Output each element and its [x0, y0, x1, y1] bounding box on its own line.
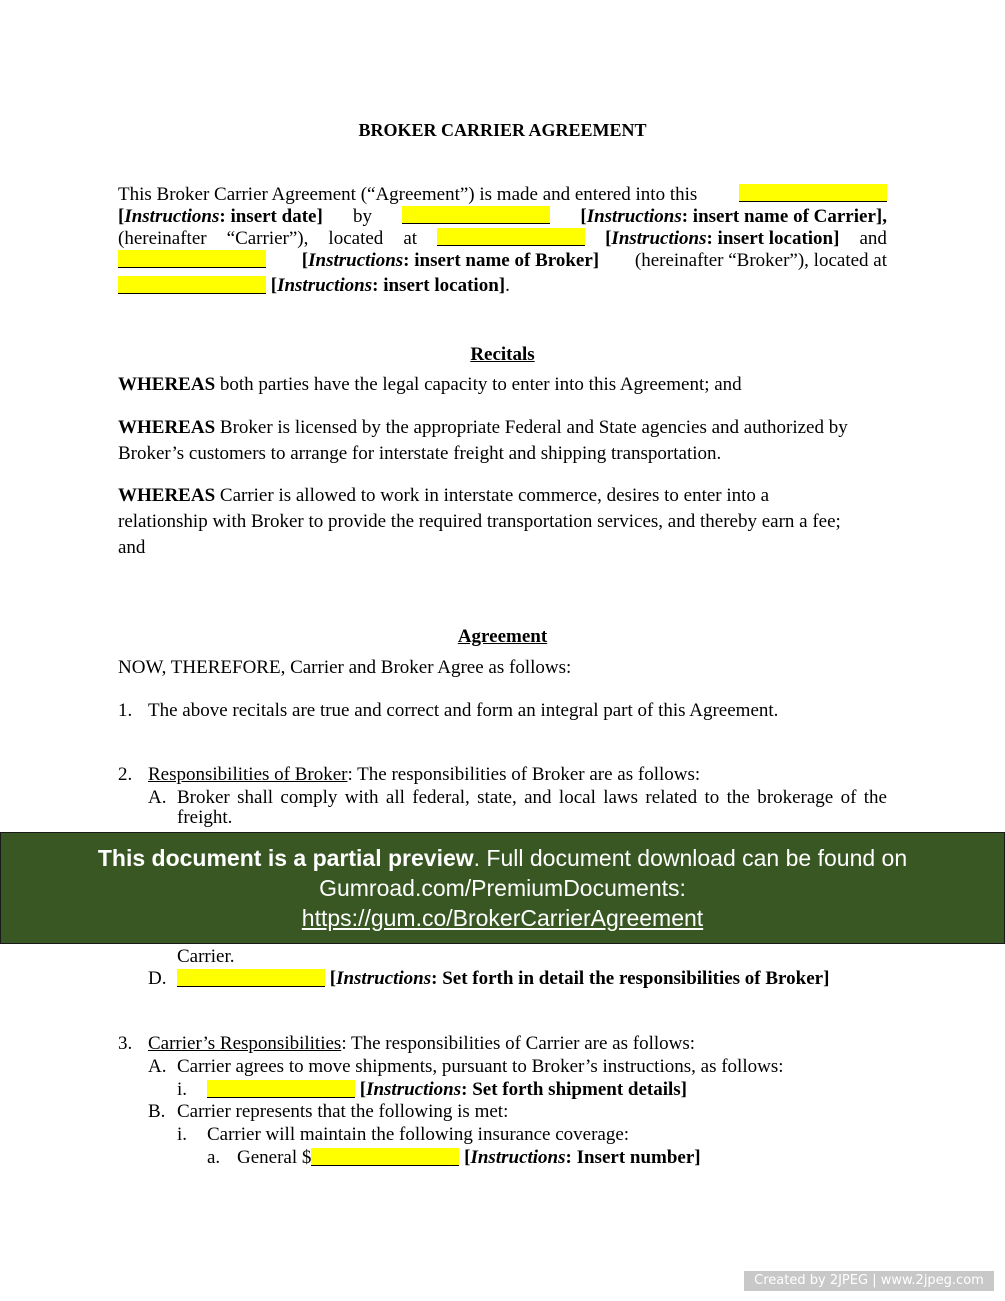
- banner-line-2: Gumroad.com/PremiumDocuments:: [319, 875, 686, 901]
- heading-text: Recitals: [470, 344, 535, 365]
- broker-name-blank[interactable]: [118, 250, 266, 268]
- text: both parties have the legal capacity to enter into this Agreement; and: [219, 374, 742, 395]
- broker-location-blank[interactable]: [118, 276, 266, 294]
- insurance-amount-blank[interactable]: [311, 1148, 459, 1166]
- item-3ai: [Instructions: Set forth shipment details]: [207, 1079, 687, 1101]
- whereas-label: WHEREAS: [118, 417, 216, 438]
- recital-3-line-3: and: [118, 537, 146, 558]
- item-3ai-number: i.: [177, 1079, 188, 1100]
- section-1-text: The above recitals are true and correct and form an integral part of this Agreement.: [148, 700, 779, 721]
- text: located: [328, 228, 384, 249]
- item-3a-number: A.: [148, 1056, 167, 1077]
- recital-2-line-2: Broker’s customers to arrange for interstate freight and shipping transportation.: [118, 443, 722, 464]
- recital-2: [118, 417, 848, 439]
- section-3-heading: [148, 1033, 695, 1055]
- item-2c-text-line-2: Carrier.: [177, 946, 235, 967]
- instructions-label: Instructions: [277, 275, 373, 296]
- intro-line-2: [Instructions: insert date] by [Instructions: insert name of Carrier],: [118, 206, 887, 227]
- instructions-label: Instructions: [586, 206, 682, 227]
- watermark: Created by 2JPEG | www.2jpeg.com: [744, 1271, 994, 1291]
- recital-1: [118, 374, 742, 396]
- item-3bi-number: i.: [177, 1124, 188, 1145]
- instruction-carrier: : insert name of Carrier],: [681, 206, 887, 227]
- section-title: Responsibilities of Broker: [148, 764, 348, 785]
- preview-banner: [0, 832, 1005, 944]
- text: at: [403, 228, 418, 249]
- heading-text: Agreement: [457, 626, 548, 647]
- whereas-label: WHEREAS: [118, 485, 216, 506]
- intro-text: This Broker Carrier Agreement (“Agreement”) is made and entered into this: [118, 184, 698, 205]
- instructions-label: Instructions: [124, 206, 220, 227]
- text: Carrier is allowed to work in interstate commerce, desires to enter into a: [219, 485, 770, 506]
- intro-paragraph: [118, 184, 887, 272]
- agreement-intro: NOW, THEREFORE, Carrier and Broker Agree as follows:: [118, 657, 572, 678]
- recital-3-line-2: relationship with Broker to provide the required transportation services, and thereby earn a fee;: [118, 511, 841, 532]
- instruction-text: : Set forth in detail the responsibilities of Broker]: [431, 968, 830, 989]
- banner-line-1: [1, 843, 1004, 873]
- instructions-label: Instructions: [336, 968, 432, 989]
- carrier-location-blank[interactable]: [437, 228, 585, 246]
- instruction-location: : insert location]: [706, 228, 840, 249]
- whereas-label: WHEREAS: [118, 374, 216, 395]
- item-3a-text: Carrier agrees to move shipments, pursuant to Broker’s instructions, as follows:: [177, 1056, 784, 1077]
- agreement-heading: [0, 626, 1005, 648]
- download-link[interactable]: https://gum.co/BrokerCarrierAgreement: [301, 905, 704, 931]
- document-title: BROKER CARRIER AGREEMENT: [358, 120, 647, 140]
- text: : The responsibilities of Broker are as follows:: [347, 764, 701, 785]
- instructions-label: Instructions: [366, 1079, 462, 1100]
- section-1-number: 1.: [118, 700, 133, 721]
- broker-responsibilities-blank[interactable]: [177, 969, 325, 987]
- section-title: Carrier’s Responsibilities: [148, 1033, 342, 1054]
- banner-text: . Full document download can be found on: [473, 845, 908, 871]
- intro-line-1: [118, 184, 887, 206]
- text: (hereinafter: [118, 228, 207, 249]
- text: “Carrier”),: [226, 228, 309, 249]
- text: (hereinafter “Broker”), located at: [634, 250, 887, 271]
- recital-3: [118, 485, 769, 507]
- instructions-label: Instructions: [470, 1147, 566, 1168]
- instructions-label: Instructions: [611, 228, 707, 249]
- item-2a-number: A.: [148, 787, 167, 808]
- text: .: [505, 275, 510, 296]
- intro-line-5: [Instructions: insert location].: [118, 275, 510, 297]
- section-2-number: 2.: [118, 764, 133, 785]
- banner-bold-text: This document is a partial preview: [97, 845, 474, 871]
- item-3bia: General $ [Instructions: Insert number]: [237, 1147, 701, 1168]
- section-2-heading: [148, 764, 700, 786]
- item-3bi-text: Carrier will maintain the following insurance coverage:: [207, 1124, 630, 1145]
- item-2a-text-line-2: freight.: [177, 807, 233, 828]
- instructions-label: Instructions: [308, 250, 404, 271]
- intro-line-4: [Instructions: insert name of Broker] (hereinafter “Broker”), located at: [118, 250, 887, 272]
- date-blank[interactable]: [739, 184, 887, 202]
- item-2d: [Instructions: Set forth in detail the responsibilities of Broker]: [177, 968, 829, 990]
- text-by: by: [352, 206, 372, 227]
- instruction-text: : Insert number]: [565, 1147, 701, 1168]
- item-2a-text: Broker shall comply with all federal, state, and local laws related to the brokerage of the: [177, 787, 887, 808]
- instruction-location: : insert location]: [372, 275, 506, 296]
- carrier-name-blank[interactable]: [402, 206, 550, 224]
- instruction-text: : Set forth shipment details]: [461, 1079, 688, 1100]
- banner-line-3: [1, 903, 1004, 933]
- intro-line-3: (hereinafter “Carrier”), located at [Instructions: insert location] and: [118, 228, 887, 249]
- text: and: [859, 228, 887, 249]
- recitals-heading: [0, 344, 1005, 366]
- text: Broker is licensed by the appropriate Federal and State agencies and authorized by: [219, 417, 848, 438]
- item-3bia-number: a.: [207, 1147, 221, 1168]
- item-2d-number: D.: [148, 968, 167, 989]
- instruction-broker: : insert name of Broker]: [403, 250, 600, 271]
- section-3-number: 3.: [118, 1033, 133, 1054]
- item-3b-text: Carrier represents that the following is met:: [177, 1101, 509, 1122]
- item-3b-number: B.: [148, 1101, 166, 1122]
- text: : The responsibilities of Carrier are as follows:: [341, 1033, 696, 1054]
- instruction-date: : insert date]: [219, 206, 323, 227]
- text: General $: [237, 1147, 312, 1168]
- shipment-details-blank[interactable]: [207, 1080, 355, 1098]
